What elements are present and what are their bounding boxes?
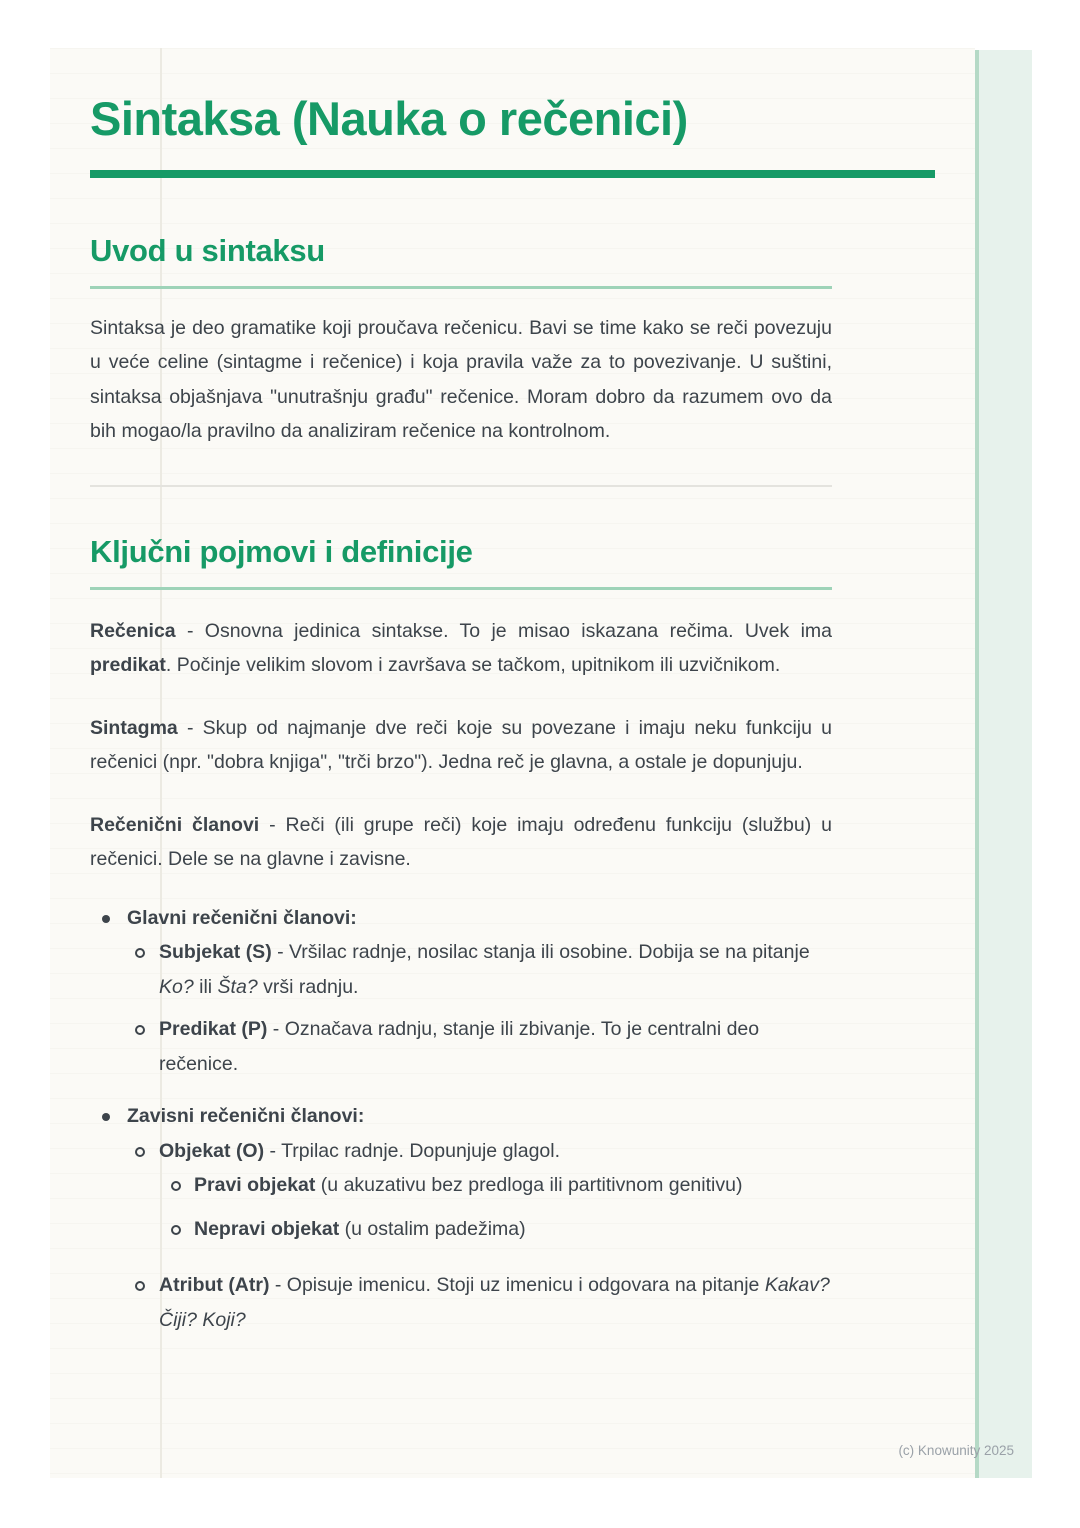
list-item-predikat <box>90 1012 832 1081</box>
list-item-zavisni <box>90 1099 832 1134</box>
paragraph-recenica: Rečenica - Osnovna jedinica sintakse. To je misao iskazana rečima. Uvek ima predikat. Počinje velikim slovom i završava se tačkom, upitnikom ili uzvičnikom. <box>90 619 832 677</box>
list-item-nepravi-objekat <box>90 1212 832 1247</box>
bullet-hollow-icon <box>135 1147 145 1157</box>
list-item-text: Zavisni rečenični članovi: <box>127 1105 365 1128</box>
title-rule <box>90 170 935 178</box>
intro-paragraph: Sintaksa je deo gramatike koji proučava rečenicu. Bavi se time kako se reči povezuju u veće celine (sintagme i rečenice) i koja pravila važe za to povezivanje. U suštini, sintaksa objašnjava "unutrašnju građu" rečenice. Moram dobro da razumem ovo da bih mogao/la pravilno da analiziram rečenice na kontrolnom. <box>90 316 832 443</box>
bullet-hollow-icon <box>171 1225 181 1235</box>
section-divider <box>90 485 832 487</box>
bullet-hollow-icon <box>135 1281 145 1291</box>
page-title: Sintaksa (Nauka o rečenici) <box>90 92 688 145</box>
paragraph-clanovi: Rečenični članovi - Reči (ili grupe reči) koje imaju određenu funkciju (službu) u rečenici. Dele se na glavne i zavisne. <box>90 813 832 871</box>
heading-underline-uvod <box>90 286 832 289</box>
heading-underline-kljucni <box>90 587 832 590</box>
section-heading-uvod: Uvod u sintaksu <box>90 233 325 269</box>
watermark: (c) Knowunity 2025 <box>898 1443 1014 1458</box>
bullet-hollow-icon <box>135 1025 145 1035</box>
list-item-pravi-objekat <box>90 1168 832 1203</box>
list-item-text: Atribut (Atr) - Opisuje imenicu. Stoji uz imenicu i odgovara na pitanje Kakav? Čiji? Koji? <box>159 1274 830 1331</box>
list-item-text: Subjekat (S) - Vršilac radnje, nosilac stanja ili osobine. Dobija se na pitanje Ko? ili Šta? vrši radnju. <box>159 941 810 998</box>
bullet-hollow-icon <box>135 948 145 958</box>
list-item-text: Predikat (P) - Označava radnju, stanje ili zbivanje. To je centralni deo rečenice. <box>159 1018 760 1075</box>
list-item-objekat <box>90 1134 832 1169</box>
notebook-page <box>50 48 975 1478</box>
bullet-solid-icon <box>102 915 110 923</box>
list-item-text: Objekat (O) - Trpilac radnje. Dopunjuje glagol. <box>159 1139 561 1162</box>
bullet-hollow-icon <box>171 1181 181 1191</box>
list-item-subjekat <box>90 935 832 1004</box>
list-item-text: Glavni rečenični članovi: <box>127 906 357 929</box>
section-heading-kljucni: Ključni pojmovi i definicije <box>90 533 473 569</box>
list-item-text: Nepravi objekat (u ostalim padežima) <box>194 1217 526 1240</box>
paragraph-sintagma: Sintagma - Skup od najmanje dve reči koje su povezane i imaju neku funkciju u rečenici (npr. "dobra knjiga", "trči brzo"). Jedna reč je glavna, a ostale je dopunjuju. <box>90 716 832 774</box>
section-uvod <box>90 232 832 449</box>
list-item-text: Pravi objekat (u akuzativu bez predloga ili partitivnom genitivu) <box>194 1174 743 1197</box>
section-kljucni <box>90 533 832 1337</box>
side-stripe <box>975 50 1032 1478</box>
list-item-atribut <box>90 1268 832 1337</box>
bullet-solid-icon <box>102 1113 110 1121</box>
definitions-list <box>90 901 832 1338</box>
list-item-glavni <box>90 901 832 936</box>
page-content <box>90 92 832 1337</box>
